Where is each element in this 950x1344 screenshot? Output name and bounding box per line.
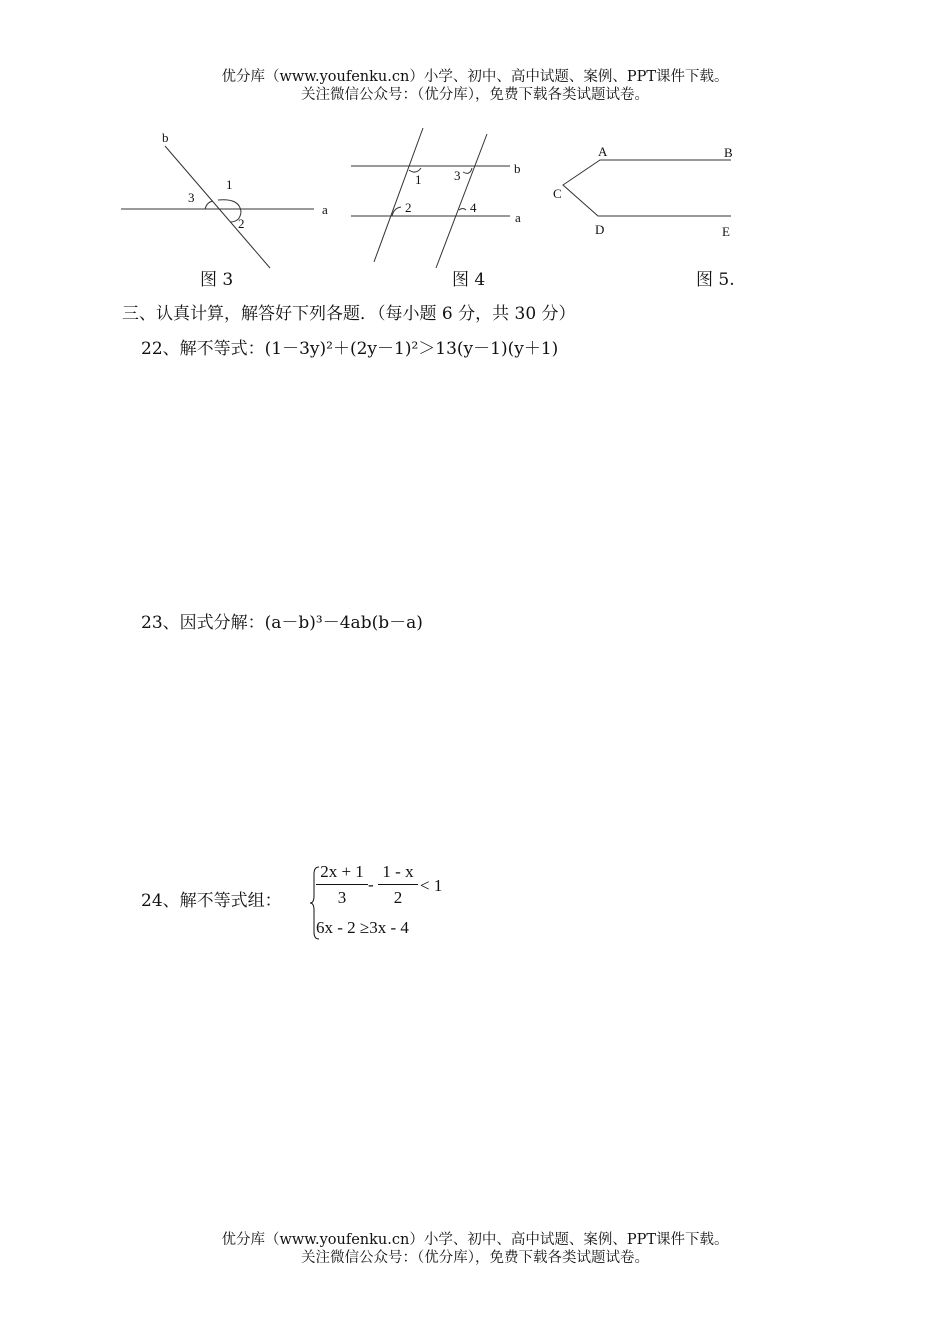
fig5-label-D: D — [595, 222, 605, 237]
fig3-angle-arc-3 — [205, 201, 213, 209]
footer-line-1: 优分库（www.youfenku.cn）小学、初中、高中试题、案例、PPT课件下载。 — [221, 1232, 729, 1248]
q24-frac1-denominator: 3 — [337, 888, 347, 907]
fig5-polyline — [563, 160, 731, 216]
fig5-label-E: E — [722, 224, 730, 239]
fig4-angle-arc-3 — [463, 168, 472, 173]
fig3-caption: 图 3 — [200, 270, 234, 290]
fig5-label-C: C — [553, 186, 562, 201]
figure-4 — [351, 128, 510, 268]
q24-minus: - — [368, 875, 374, 894]
fig5-label-A: A — [598, 144, 608, 159]
fig4-angle-arc-4 — [459, 209, 466, 211]
fig3-label-2: 2 — [238, 216, 245, 231]
fig5-caption: 图 5. — [696, 270, 735, 290]
fig4-transversal-right — [436, 134, 487, 268]
section-title: 三、认真计算，解答好下列各题．（每小题 6 分，共 30 分） — [122, 304, 576, 324]
fig4-transversal-left — [374, 128, 423, 262]
fig4-label-1: 1 — [415, 172, 422, 187]
q24-fraction-2 — [378, 862, 418, 908]
page-footer — [0, 1231, 950, 1267]
figure-5 — [563, 160, 731, 216]
fig3-label-b: b — [162, 130, 169, 145]
q24-line-2: 6x - 2 ≥3x - 4 — [316, 918, 409, 937]
q24-inequality-system — [310, 862, 470, 944]
fig3-label-1: 1 — [226, 177, 233, 192]
question-22 — [141, 334, 558, 359]
q24-frac2-numerator: 1 - x — [378, 862, 418, 885]
header-line-2: 关注微信公众号：（优分库），免费下载各类试题试卷。 — [301, 87, 649, 103]
fig4-label-4: 4 — [470, 200, 477, 215]
fig3-line-b — [165, 146, 270, 268]
q24-relation-1: < 1 — [420, 876, 443, 895]
geometry-figures — [0, 0, 950, 290]
footer-line-2: 关注微信公众号：（优分库），免费下载各类试题试卷。 — [301, 1250, 649, 1266]
fig3-label-a: a — [322, 202, 328, 217]
fig4-label-a: a — [515, 210, 521, 225]
fig4-caption: 图 4 — [452, 270, 486, 290]
q24-prefix: 24、解不等式组： — [141, 891, 282, 911]
q24-frac2-denominator: 2 — [393, 888, 403, 907]
q22-expression: (1－3y)²＋(2y－1)²＞13(y－1)(y＋1) — [264, 339, 559, 359]
fig4-label-b: b — [514, 161, 521, 176]
q23-expression: (a－b)³－4ab(b－a) — [264, 613, 423, 633]
q23-prefix: 23、因式分解： — [141, 613, 265, 633]
q24-fraction-1 — [316, 862, 368, 908]
question-23 — [141, 608, 423, 633]
fig3-label-3: 3 — [188, 190, 195, 205]
fig5-label-B: B — [724, 145, 733, 160]
figure-3 — [121, 146, 314, 268]
fig4-label-3: 3 — [454, 168, 461, 183]
q24-frac1-numerator: 2x + 1 — [316, 862, 368, 885]
fig4-label-2: 2 — [405, 200, 412, 215]
q22-prefix: 22、解不等式： — [141, 339, 265, 359]
header-line-1: 优分库（www.youfenku.cn）小学、初中、高中试题、案例、PPT课件下载。 — [221, 69, 729, 85]
